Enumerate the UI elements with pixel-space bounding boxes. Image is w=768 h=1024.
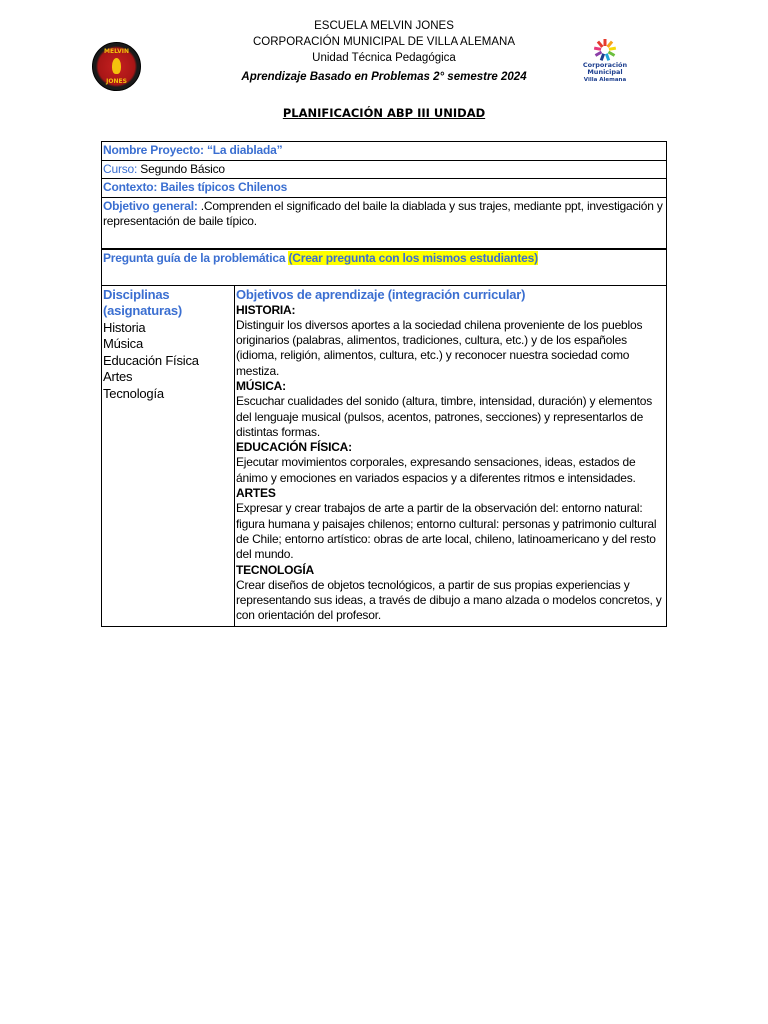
- corporacion-municipal-logo: [578, 38, 632, 94]
- disciplinas-header: Disciplinas (asignaturas): [103, 286, 183, 318]
- objetivos-cell: [235, 285, 667, 626]
- unit-name: Unidad Técnica Pedagógica: [312, 52, 456, 64]
- nombre-value: “La diablada”: [206, 143, 283, 157]
- curso-label: Curso:: [103, 161, 138, 176]
- disciplinas-cell: [102, 285, 235, 626]
- row-pregunta: [102, 249, 667, 286]
- objetivo-heading: TECNOLOGÍA: [236, 562, 314, 577]
- disciplina-item: Música: [103, 336, 143, 351]
- nombre-label: Nombre Proyecto:: [103, 143, 204, 157]
- logo-city: Villa Alemana: [583, 77, 627, 83]
- row-nombre: [102, 142, 667, 161]
- sun-burst-icon: [593, 38, 617, 62]
- objetivo-heading: MÚSICA:: [236, 378, 286, 393]
- objetivo-text: .Comprenden el significado del baile la diablada y sus trajes, mediante ppt, investigación y representación de baile típico.: [103, 198, 663, 228]
- school-name: ESCUELA MELVIN JONES: [314, 20, 454, 32]
- row-objetivo: [102, 197, 667, 249]
- page-title: PLANIFICACIÓN ABP III UNIDAD: [282, 106, 486, 120]
- objetivo-text: Crear diseños de objetos tecnológicos, a partir de sus propias experiencias y representando sus ideas, a través de dibujo a mano alzada o modelos concretos, y con orientación del profesor.: [236, 577, 662, 623]
- contexto-text: Contexto: Bailes típicos Chilenos: [103, 180, 288, 194]
- objetivo-text: Ejecutar movimientos corporales, expresando sensaciones, ideas, estados de ánimo y emociones en variados espacios y a diferentes ritmos e intensidades.: [236, 455, 636, 485]
- pregunta-label: Pregunta guía de la problemática: [103, 250, 286, 265]
- objetivo-label: Objetivo general:: [103, 198, 198, 213]
- disciplina-item: Educación Física: [103, 352, 199, 368]
- curso-value: Segundo Básico: [140, 161, 225, 176]
- corporation-name: CORPORACIÓN MUNICIPAL DE VILLA ALEMANA: [252, 36, 515, 48]
- logo-bottom-text: JONES: [106, 78, 127, 85]
- pregunta-note: (Crear pregunta con los mismos estudiantes): [288, 250, 538, 265]
- objetivos-header: Objetivos de aprendizaje (integración curricular): [236, 286, 526, 302]
- objetivo-text: Distinguir los diversos aportes a la sociedad chilena proveniente de los pueblos originarios (palabras, alimentos, tradiciones, cultura, etc.) y de los españoles (idioma, religión, alimentos, cultura, etc.) y reconocer nuestra sociedad como mestiza.: [236, 317, 643, 378]
- objetivo-heading: ARTES: [236, 486, 276, 501]
- row-contexto: [102, 179, 667, 198]
- row-disciplinas-objetivos: [102, 285, 667, 626]
- disciplina-item: Historia: [103, 319, 146, 335]
- header-subtitle: Aprendizaje Basado en Problemas 2° semestre 2024: [241, 71, 527, 83]
- document-header: [0, 18, 768, 85]
- row-curso: [102, 160, 667, 179]
- logo-name-line2: Municipal: [587, 68, 623, 76]
- objetivo-text: Escuchar cualidades del sonido (altura, timbre, intensidad, duración) y elementos del lenguaje musical (pulsos, acentos, patrones, secciones) y representarlos de distintas formas.: [236, 394, 653, 439]
- disciplina-item: Artes: [103, 369, 133, 384]
- disciplina-item: Tecnología: [103, 385, 164, 401]
- objetivo-text: Expresar y crear trabajos de arte a partir de la observación del: entorno natural: figura humana y paisajes chilenos; entorno cultural: personas y patrimonio cultural de Chile; entorno artístico: obras de arte local, chileno, latinoamericano y del resto del mundo.: [236, 501, 657, 562]
- logo-name-line1: Corporación: [582, 61, 628, 69]
- planning-table: [101, 141, 667, 627]
- objetivo-heading: HISTORIA:: [236, 302, 296, 317]
- objetivo-heading: EDUCACIÓN FÍSICA:: [236, 440, 352, 455]
- logo-top-text: MELVIN: [104, 48, 129, 55]
